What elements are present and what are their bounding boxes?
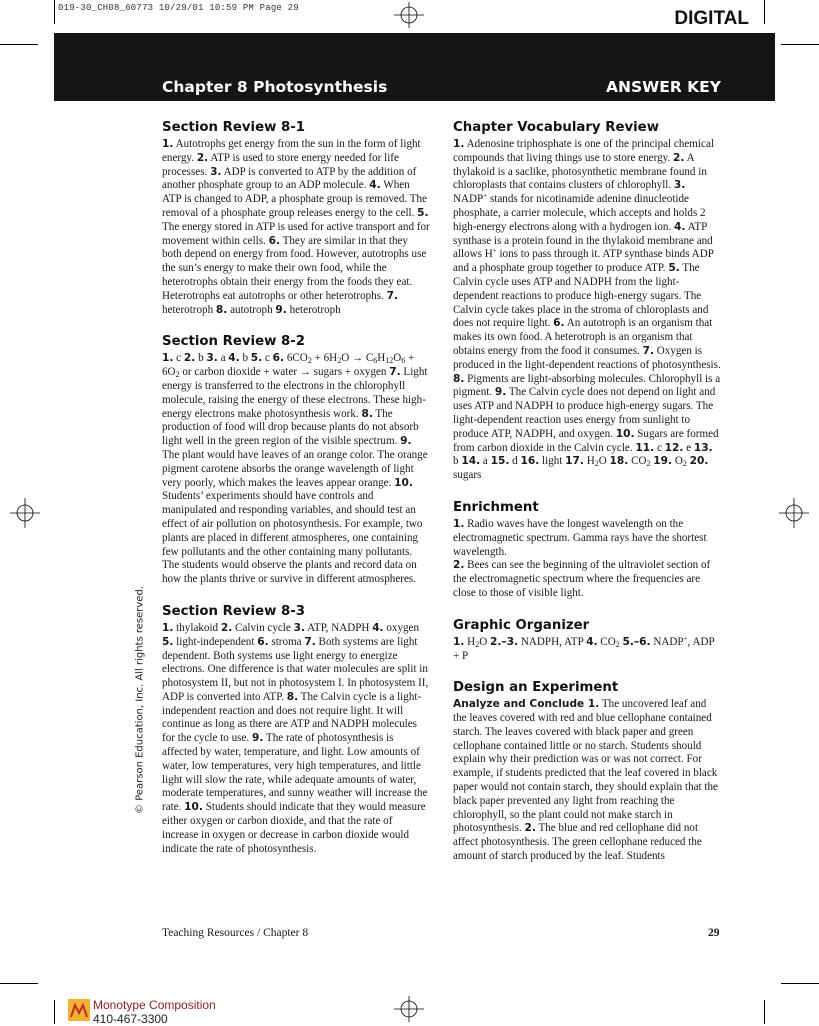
crop-mark [0, 983, 38, 984]
section-heading: Section Review 8-2 [162, 334, 306, 350]
printer-phone: 410-467-3300 [93, 1012, 168, 1026]
crop-mark [764, 0, 765, 24]
registration-mark-left [10, 498, 40, 528]
crop-mark [764, 1000, 765, 1024]
footer-source: Teaching Resources / Chapter 8 [162, 927, 309, 939]
digital-label: DIGITAL [674, 8, 749, 29]
section-heading: Design an Experiment [453, 680, 619, 696]
printer-name: Monotype Composition [93, 998, 216, 1012]
right-column [453, 120, 721, 864]
section-review-8-2-answers: 1. c 2. b 3. a 4. b 5. c 6. $6CO_2 + 6H_2O \to C_6H_{12}O_6 + 6O_2$ or carbon dioxide + water → sugars + oxygen 7. Light energy is transferred to the electrons in the chlorophyll molecule, raising the energy of these electrons. These high-energy electrons make photosynthesis work. 8. The production of food will drop because plants do not absorb light well in the green region of the visible spectrum. 9. The plant would have leaves of an orange color. The orange pigment carotene absorbs the orange wavelength of light very poorly, which makes the leaves appear orange. 10. Students’ experiments should have controls and manipulated and responding variables, and should test an effect of air pollution on photosynthesis. For example, two plants are placed in different atmospheres, one containing few pollutants and the other containing many pollutants. The students would observe the plants and record data on how the plants thrive or survive in different atmospheres. [162, 352, 428, 586]
crop-mark [54, 0, 55, 24]
design-experiment-answers: Analyze and Conclude 1. The uncovered leaf and the leaves covered with red and blue cellophane contained starch. The leaves covered with black paper and green cellophane contained little or no starch. Students should explain why their prediction was or was not correct. For example, if students predicted that the leaf covered in black paper would not contain starch, they should explain that the black paper prevented any light from reaching the chlorophyll, so the plant could not make starch in photosynthesis. 2. The blue and red cellophane did not affect photosynthesis. The green cellophane reduced the amount of starch produced by the leaf. Students [453, 698, 718, 863]
crop-mark [54, 1000, 55, 1024]
crop-mark [781, 983, 819, 984]
printer-credit [93, 998, 216, 1026]
section-heading: Section Review 8-1 [162, 120, 306, 135]
section-heading: Enrichment [453, 499, 539, 515]
monotype-logo-icon [68, 999, 90, 1021]
section-heading: Section Review 8-3 [162, 603, 306, 619]
enrichment-answers: 1. Radio waves have the longest wavelength on the electromagnetic spectrum. Gamma rays have the shortest wavelength. 2. Bees can see the beginning of the ultraviolet section of the electromagnetic spectrum where the frequencies are close to those of visible light. [453, 517, 711, 599]
registration-mark-bottom [394, 996, 424, 1022]
vocabulary-answers: 1. Adenosine triphosphate is one of the principal chemical compounds that living things use to store energy. 2. A thylakoid is a saclike, photosynthetic membrane found in chloroplasts that contains clusters of chlorophyll. 3. NADP+ stands for nicotinamide adenine dinucleotide phosphate, a carrier molecule, which accepts and holds 2 high-energy electrons along with a hydrogen ion. 4. ATP synthase is a protein found in the thylakoid membrane and allows H+ ions to pass through it. ATP synthase binds ADP and a phosphate group together to produce ATP. 5. The Calvin cycle uses ATP and NADPH from the light-dependent reactions to produce high-energy sugars. The Calvin cycle takes place in the stroma of chloroplasts and does not require light. 6. An autotroph is an organism that makes its own food. A heterotroph is an organism that obtains energy from the food it consumes. 7. Oxygen is produced in the light-dependent reactions of photosynthesis. 8. Pigments are light-absorbing molecules. Chlorophyll is a pigment. 9. The Calvin cycle does not depend on light and uses ATP and NADPH to produce high-energy sugars. The light-dependent reaction uses energy from sunlight to produce ATP, NADPH, and oxygen. 10. Sugars are formed from carbon dioxide in the Calvin cycle. 11. c 12. e 13. b 14. a 15. d 16. light 17. $H_2O$ 18. $CO_2$ 19. $O_2$ 20. sugars [453, 138, 721, 482]
crop-mark [0, 44, 38, 45]
section-review-8-1-answers: 1. Autotrophs get energy from the sun in the form of light energy. 2. ATP is used to store energy needed for life processes. 3. ADP is converted to ATP by the addition of another phosphate group to an ADP molecule. 4. When ATP is changed to ADP, a phosphate group is removed. The removal of a phosphate group releases energy to the cell. 5. The energy stored in ATP is used for active transport and for movement within cells. 6. They are similar in that they both depend on energy from food. However, autotrophs use the sun’s energy to make their own food, while the heterotrophs obtain their energy from the foods they eat. Heterotrophs eat autotrophs or other heterotrophs. 7. heterotroph 8. autotroph 9. heterotroph [162, 138, 430, 316]
section-heading: Chapter Vocabulary Review [453, 120, 659, 135]
section-heading: Graphic Organizer [453, 617, 590, 633]
print-slug: 019-30_CH08_60773 10/29/01 10:59 PM Page 29 [58, 3, 299, 13]
answer-key-label: ANSWER KEY [606, 78, 721, 96]
registration-mark-right [779, 498, 809, 528]
graphic-organizer-answers: 1. $H_2O$ 2.–3. NADPH, ATP 4. $CO_2$ 5.–6. NADP+, ADP + P [453, 634, 715, 662]
chapter-title: Chapter 8 Photosynthesis [162, 78, 388, 96]
crop-mark [781, 44, 819, 45]
section-review-8-3-answers: 1. thylakoid 2. Calvin cycle 3. ATP, NADPH 4. oxygen 5. light-independent 6. stroma 7. Both systems are light dependent. Both systems use light energy to energize electrons. One difference is that water molecules are split in photosystem II, but not in photosystem I. In photosystem II, ADP is converted into ATP. 8. The Calvin cycle is a light-independent reaction and does not require light. It will continue as long as there are ATP and NADPH molecules for the cycle to use. 9. The rate of photosynthesis is affected by water, temperature, and light. Low amounts of water, low temperatures, very high temperatures, and little light will slow the rate, while adequate amounts of water, moderate temperatures, and sunny weather will increase the rate. 10. Students should indicate that they would measure either oxygen or carbon dioxide, and that the rate of increase in oxygen or decrease in carbon dioxide would indicate the rate of photosynthesis. [162, 621, 429, 855]
registration-mark-top [394, 2, 424, 28]
left-column [162, 120, 430, 856]
page-number: 29 [708, 927, 720, 939]
